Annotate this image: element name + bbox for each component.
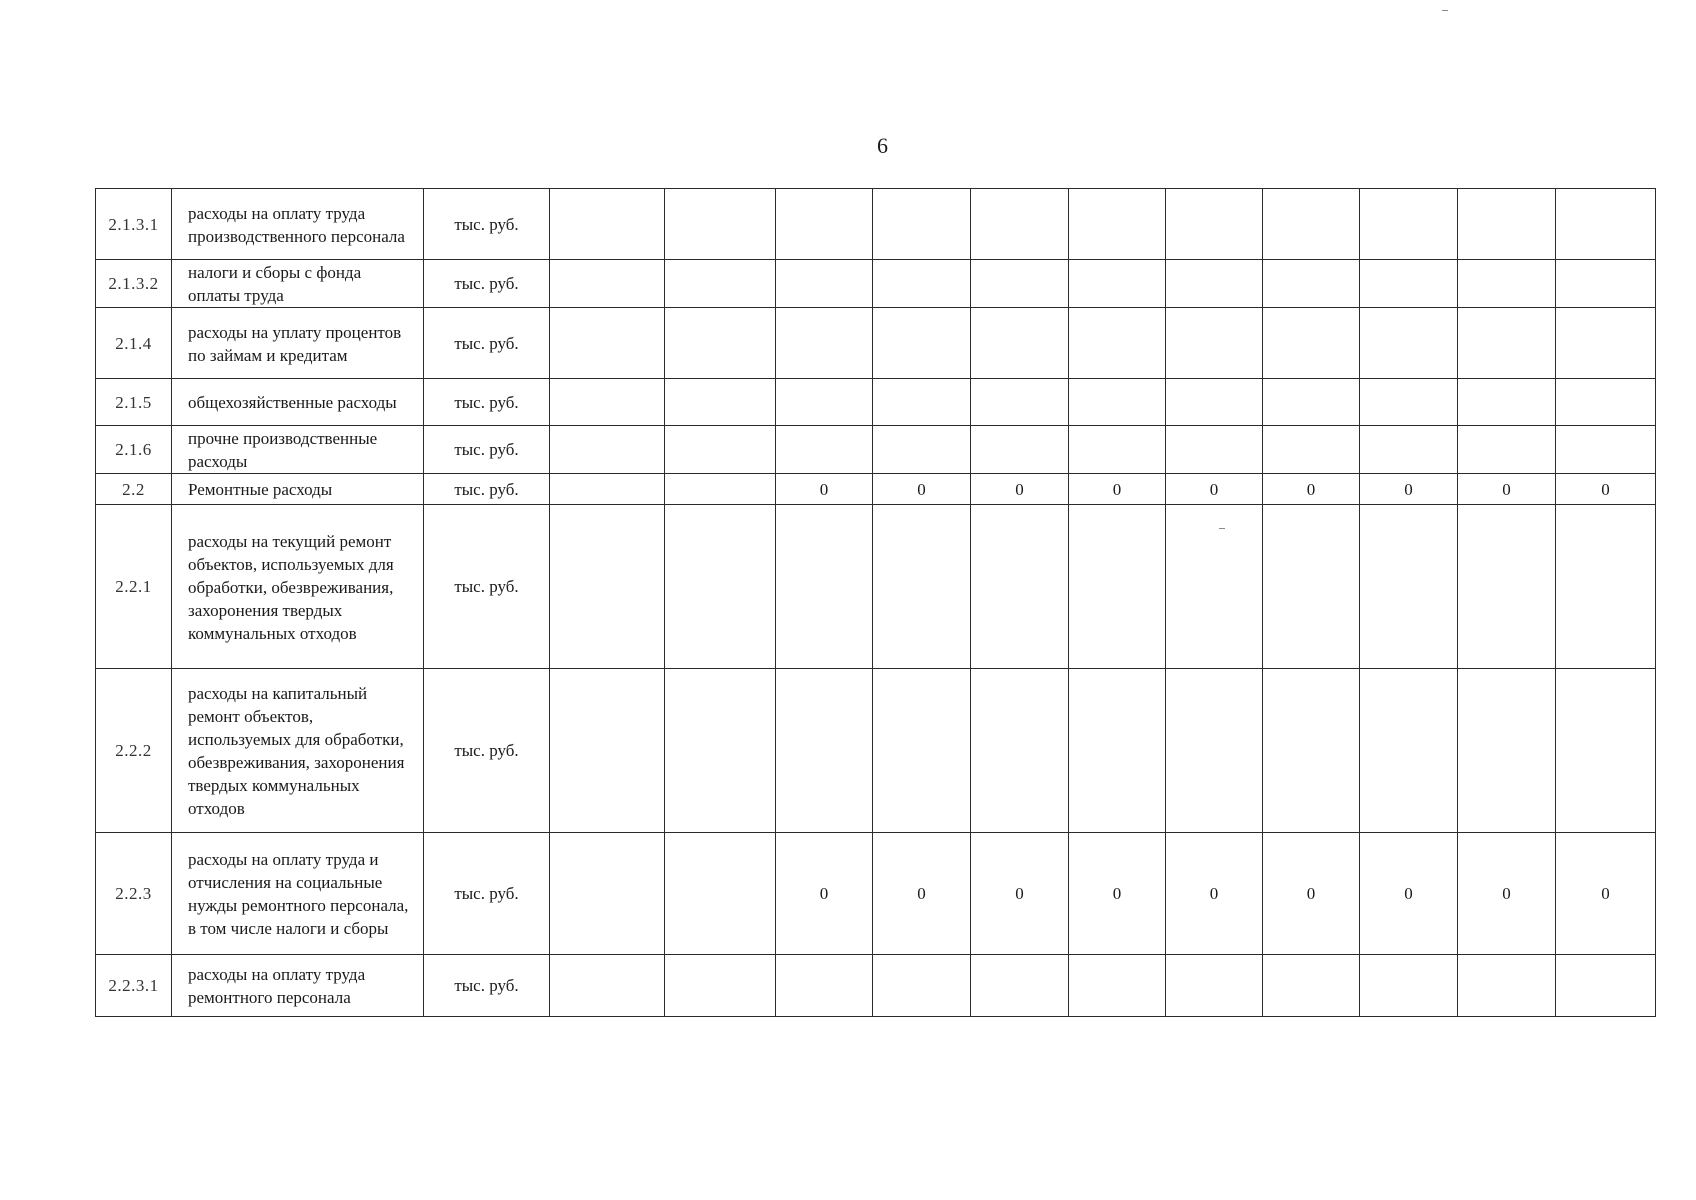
value-cell bbox=[1069, 379, 1166, 426]
row-name: Ремонтные расходы bbox=[172, 474, 424, 505]
row-unit: тыс. руб. bbox=[424, 474, 550, 505]
value-cell bbox=[776, 189, 873, 260]
row-unit: тыс. руб. bbox=[424, 379, 550, 426]
value-cell bbox=[1556, 955, 1656, 1017]
value-cell bbox=[1556, 189, 1656, 260]
value-cell bbox=[550, 379, 665, 426]
value-cell bbox=[550, 308, 665, 379]
value-cell bbox=[1458, 260, 1556, 308]
value-cell bbox=[971, 308, 1069, 379]
table-row bbox=[96, 955, 1656, 1017]
value-cell: 0 bbox=[1556, 474, 1656, 505]
value-cell bbox=[1069, 955, 1166, 1017]
value-cell bbox=[1458, 955, 1556, 1017]
row-unit: тыс. руб. bbox=[424, 426, 550, 474]
value-cell bbox=[1458, 379, 1556, 426]
cost-table bbox=[95, 188, 1656, 1017]
value-cell bbox=[971, 669, 1069, 833]
value-cell bbox=[1166, 308, 1263, 379]
row-name: прочне производственные расходы bbox=[172, 426, 424, 474]
row-code: 2.1.6 bbox=[96, 426, 172, 474]
value-cell bbox=[1263, 260, 1360, 308]
value-cell bbox=[665, 669, 776, 833]
value-cell bbox=[665, 426, 776, 474]
table-row bbox=[96, 474, 1656, 505]
row-unit: тыс. руб. bbox=[424, 505, 550, 669]
value-cell bbox=[873, 308, 971, 379]
value-cell bbox=[1069, 669, 1166, 833]
value-cell bbox=[1263, 189, 1360, 260]
row-code: 2.1.3.1 bbox=[96, 189, 172, 260]
value-cell bbox=[873, 505, 971, 669]
value-cell: 0 bbox=[1069, 833, 1166, 955]
table-row bbox=[96, 833, 1656, 955]
value-cell bbox=[971, 189, 1069, 260]
value-cell bbox=[1166, 669, 1263, 833]
table-row bbox=[96, 505, 1656, 669]
value-cell bbox=[776, 260, 873, 308]
row-code: 2.2.2 bbox=[96, 669, 172, 833]
value-cell bbox=[550, 260, 665, 308]
value-cell bbox=[1263, 669, 1360, 833]
value-cell bbox=[971, 260, 1069, 308]
row-unit: тыс. руб. bbox=[424, 189, 550, 260]
value-cell: 0 bbox=[1263, 833, 1360, 955]
page-number: 6 bbox=[877, 133, 888, 158]
value-cell bbox=[1263, 426, 1360, 474]
value-cell: 0 bbox=[776, 833, 873, 955]
value-cell bbox=[1360, 669, 1458, 833]
value-cell bbox=[1458, 505, 1556, 669]
value-cell: 0 bbox=[1360, 474, 1458, 505]
value-cell: 0 bbox=[1458, 474, 1556, 505]
value-cell bbox=[1458, 669, 1556, 833]
row-code: 2.1.5 bbox=[96, 379, 172, 426]
row-name: расходы на текущий ремонт объектов, используемых для обработки, обезвреживания, захоронения твердых коммунальных отходов bbox=[172, 505, 424, 669]
value-cell bbox=[873, 669, 971, 833]
value-cell bbox=[1458, 426, 1556, 474]
value-cell: 0 bbox=[1556, 833, 1656, 955]
value-cell: 0 bbox=[1166, 474, 1263, 505]
value-cell: 0 bbox=[1069, 474, 1166, 505]
value-cell bbox=[776, 669, 873, 833]
row-name: расходы на оплату труда и отчисления на социальные нужды ремонтного персонала, в том числе налоги и сборы bbox=[172, 833, 424, 955]
value-cell bbox=[1360, 189, 1458, 260]
value-cell bbox=[1556, 505, 1656, 669]
value-cell bbox=[550, 505, 665, 669]
value-cell bbox=[1263, 955, 1360, 1017]
value-cell bbox=[550, 474, 665, 505]
value-cell bbox=[665, 955, 776, 1017]
row-name: расходы на уплату процентов по займам и кредитам bbox=[172, 308, 424, 379]
value-cell bbox=[550, 955, 665, 1017]
value-cell bbox=[1166, 426, 1263, 474]
value-cell bbox=[873, 955, 971, 1017]
value-cell bbox=[665, 189, 776, 260]
value-cell bbox=[1556, 669, 1656, 833]
row-unit: тыс. руб. bbox=[424, 308, 550, 379]
value-cell bbox=[873, 426, 971, 474]
value-cell bbox=[1166, 505, 1263, 669]
table-body bbox=[96, 189, 1656, 1017]
value-cell bbox=[1166, 189, 1263, 260]
table-row bbox=[96, 669, 1656, 833]
value-cell bbox=[1360, 379, 1458, 426]
value-cell: 0 bbox=[1458, 833, 1556, 955]
value-cell bbox=[1166, 260, 1263, 308]
value-cell bbox=[1360, 505, 1458, 669]
value-cell bbox=[665, 260, 776, 308]
value-cell: 0 bbox=[1263, 474, 1360, 505]
value-cell: 0 bbox=[1360, 833, 1458, 955]
value-cell bbox=[971, 955, 1069, 1017]
table-row bbox=[96, 426, 1656, 474]
row-unit: тыс. руб. bbox=[424, 260, 550, 308]
value-cell bbox=[1263, 505, 1360, 669]
value-cell bbox=[776, 505, 873, 669]
value-cell bbox=[1069, 189, 1166, 260]
table-row bbox=[96, 379, 1656, 426]
value-cell bbox=[665, 379, 776, 426]
value-cell bbox=[665, 474, 776, 505]
value-cell bbox=[1166, 379, 1263, 426]
row-name: расходы на капитальный ремонт объектов, используемых для обработки, обезвреживания, захоронения твердых коммунальных отходов bbox=[172, 669, 424, 833]
row-unit: тыс. руб. bbox=[424, 669, 550, 833]
value-cell bbox=[1069, 505, 1166, 669]
value-cell: 0 bbox=[776, 474, 873, 505]
row-code: 2.2.3 bbox=[96, 833, 172, 955]
value-cell bbox=[1556, 379, 1656, 426]
value-cell bbox=[1263, 308, 1360, 379]
table-row bbox=[96, 260, 1656, 308]
value-cell bbox=[1360, 955, 1458, 1017]
value-cell bbox=[1360, 308, 1458, 379]
value-cell bbox=[873, 379, 971, 426]
row-unit: тыс. руб. bbox=[424, 833, 550, 955]
value-cell bbox=[1458, 189, 1556, 260]
value-cell bbox=[971, 426, 1069, 474]
value-cell bbox=[665, 308, 776, 379]
value-cell bbox=[1166, 955, 1263, 1017]
value-cell bbox=[1360, 426, 1458, 474]
value-cell bbox=[550, 189, 665, 260]
row-name: общехозяйственные расходы bbox=[172, 379, 424, 426]
scan-speck bbox=[1219, 528, 1225, 529]
row-name: расходы на оплату труда производственного персонала bbox=[172, 189, 424, 260]
value-cell bbox=[665, 833, 776, 955]
value-cell bbox=[550, 669, 665, 833]
row-code: 2.2.1 bbox=[96, 505, 172, 669]
row-code: 2.2 bbox=[96, 474, 172, 505]
table-row bbox=[96, 189, 1656, 260]
row-unit: тыс. руб. bbox=[424, 955, 550, 1017]
value-cell: 0 bbox=[971, 833, 1069, 955]
value-cell bbox=[776, 955, 873, 1017]
value-cell bbox=[776, 426, 873, 474]
value-cell bbox=[1360, 260, 1458, 308]
value-cell bbox=[1556, 260, 1656, 308]
value-cell: 0 bbox=[873, 833, 971, 955]
value-cell bbox=[1069, 308, 1166, 379]
value-cell bbox=[1069, 426, 1166, 474]
row-name: налоги и сборы с фонда оплаты труда bbox=[172, 260, 424, 308]
value-cell bbox=[1556, 426, 1656, 474]
value-cell bbox=[1069, 260, 1166, 308]
value-cell: 0 bbox=[873, 474, 971, 505]
value-cell bbox=[971, 505, 1069, 669]
row-name: расходы на оплату труда ремонтного персонала bbox=[172, 955, 424, 1017]
value-cell bbox=[1263, 379, 1360, 426]
value-cell bbox=[550, 833, 665, 955]
row-code: 2.2.3.1 bbox=[96, 955, 172, 1017]
value-cell bbox=[971, 379, 1069, 426]
value-cell: 0 bbox=[971, 474, 1069, 505]
value-cell: 0 bbox=[1166, 833, 1263, 955]
value-cell bbox=[776, 308, 873, 379]
value-cell bbox=[873, 189, 971, 260]
value-cell bbox=[1458, 308, 1556, 379]
value-cell bbox=[873, 260, 971, 308]
value-cell bbox=[1556, 308, 1656, 379]
row-code: 2.1.4 bbox=[96, 308, 172, 379]
table-row bbox=[96, 308, 1656, 379]
value-cell bbox=[550, 426, 665, 474]
value-cell bbox=[665, 505, 776, 669]
value-cell bbox=[776, 379, 873, 426]
row-code: 2.1.3.2 bbox=[96, 260, 172, 308]
scan-speck bbox=[1442, 10, 1448, 11]
